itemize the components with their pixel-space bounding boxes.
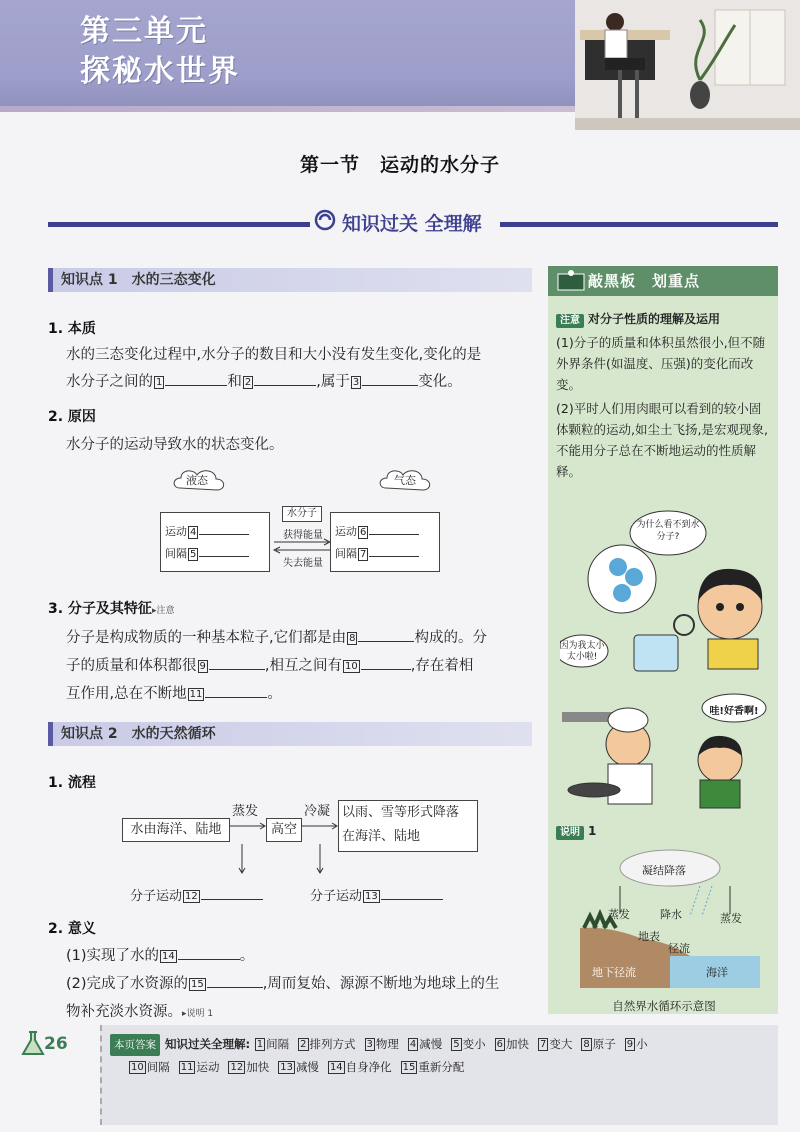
answer-item <box>297 1037 355 1051</box>
flow-box-sky: 高空 <box>266 818 302 842</box>
arrow-down-icon <box>316 844 324 874</box>
banner-illustration <box>575 0 800 130</box>
liquid-label: 液态 <box>186 474 208 487</box>
answer-text: 物理 <box>375 1037 399 1051</box>
cycle-surface-label: 地表 <box>638 930 660 943</box>
answer-row-1 <box>102 1025 778 1056</box>
answer-blank[interactable] <box>207 970 263 988</box>
kp2-s2-text: (1)实现了水的 14 。 (2)完成了水资源的 15 ,周而复始、源源不断地为地球上的生 物补充淡水资源。▸说明 1 <box>66 942 536 1028</box>
flow-box-source: 水由海洋、陆地 <box>122 818 230 842</box>
answer-blank[interactable] <box>199 523 249 535</box>
arrow-right-icon <box>272 538 332 546</box>
answer-number: 11 <box>180 1062 194 1073</box>
water-cycle-flow <box>122 800 482 910</box>
answer-text: 运动 <box>196 1060 220 1074</box>
sidebar-para-1: (1)分子的质量和体积虽然很小,但不随外界条件(如温度、压强)的变化而改变。 <box>556 335 766 392</box>
answer-tag: 本页答案 <box>110 1034 160 1056</box>
answer-row-1-items <box>254 1037 656 1051</box>
water-cycle-illustration <box>580 846 760 996</box>
speech-bubble-question: 为什么看不到水分子? <box>636 520 700 542</box>
answer-item <box>227 1060 269 1074</box>
answer-blank[interactable] <box>361 652 411 670</box>
cartoon-magnifier-boy <box>560 505 770 675</box>
answer-text: 变小 <box>462 1037 486 1051</box>
knowledge-point-1-header: 知识点 1 水的三态变化 <box>48 268 532 292</box>
blank-number: 3 <box>352 376 360 388</box>
cycle-ocean-label: 海洋 <box>706 966 728 979</box>
answer-blank[interactable] <box>201 882 263 900</box>
answer-item <box>277 1060 319 1074</box>
cycle-condense-label: 凝结降落 <box>642 864 686 877</box>
sidebar-note-heading: 注意 对分子性质的理解及运用 <box>556 310 720 328</box>
answer-number: 12 <box>230 1062 244 1073</box>
unit-title <box>80 12 240 92</box>
state-change-diagram <box>160 466 440 586</box>
cycle-underground-label: 地下径流 <box>592 966 636 979</box>
answer-item <box>407 1037 442 1051</box>
answer-blank[interactable] <box>369 523 419 535</box>
answer-text: 排列方式 <box>309 1037 356 1051</box>
speech-bubble-small: 因为我太小太小啦! <box>559 641 605 662</box>
answer-item <box>450 1037 485 1051</box>
answer-blank[interactable] <box>362 368 418 386</box>
answer-item <box>178 1060 220 1074</box>
answer-text: 变大 <box>549 1037 573 1051</box>
cycle-evap-left: 蒸发 <box>608 908 630 921</box>
answer-label: 知识过关全理解: <box>165 1037 251 1051</box>
flow-box-fall: 以雨、雪等形式降落 在海洋、陆地 <box>338 800 478 852</box>
molecule-label: 水分子 <box>282 506 322 522</box>
cycle-rain-label: 降水 <box>660 908 682 921</box>
blank-number: 2 <box>244 376 252 388</box>
answer-blank[interactable] <box>254 368 316 386</box>
answer-text: 加快 <box>506 1037 530 1051</box>
kp1-s3-text: 分子是构成物质的一种基本粒子,它们都是由 8 构成的。分 子的质量和体积都很 9 ,相互之间有 10 ,存在着相 互作用,总在不断地 11 。 <box>66 624 536 708</box>
kp1-s1-line2: 水分子之间的 1 和 2 ,属于 3 变化。 <box>66 368 536 395</box>
answer-number: 4 <box>409 1039 417 1050</box>
answer-blank[interactable] <box>358 624 414 642</box>
cycle-evap-right: 蒸发 <box>720 912 742 925</box>
evaporate-label: 蒸发 <box>232 804 259 819</box>
arrow-right-icon <box>230 822 266 830</box>
kp2-s1-title: 1. 流程 <box>48 775 96 791</box>
answer-number: 8 <box>583 1039 590 1050</box>
answer-item <box>327 1060 392 1074</box>
answer-blank[interactable] <box>205 680 267 698</box>
answer-item <box>364 1037 399 1051</box>
answer-text: 加快 <box>246 1060 270 1074</box>
answer-number: 2 <box>300 1039 307 1050</box>
answer-number: 1 <box>256 1039 264 1050</box>
unit-title-line1: 第三单元 <box>80 14 208 49</box>
molecule-motion-2: 分子运动 13 <box>310 882 443 904</box>
kp1-s1-line1: 水的三态变化过程中,水分子的数目和大小没有发生变化,变化的是 <box>66 347 482 363</box>
kp1-s1-text <box>66 342 536 395</box>
answer-text: 原子 <box>592 1037 616 1051</box>
flask-icon <box>20 1030 46 1056</box>
answer-item <box>254 1037 289 1051</box>
answer-number: 10 <box>131 1062 144 1073</box>
gain-energy-label: 获得能量 <box>283 530 323 541</box>
answer-item <box>128 1060 170 1074</box>
molecule-motion-1: 分子运动 12 <box>130 882 263 904</box>
answer-text: 减慢 <box>295 1060 319 1074</box>
answer-text: 小 <box>636 1037 648 1051</box>
answer-item <box>494 1037 529 1051</box>
sidebar-para-2: (2)平时人们用肉眼可以看到的较小固体颗粒的运动,如尘土飞扬,是宏观现象,不能用分子总在不断地运动的性质解释。 <box>556 401 768 479</box>
speech-bubble-smell: 哇!好香啊! <box>709 706 759 717</box>
knowledge-point-2-header: 知识点 2 水的天然循环 <box>48 722 532 746</box>
sidebar-header: 敲黑板 划重点 <box>548 266 778 296</box>
kp1-s3-title: 3. 分子及其特征▸注意 <box>48 601 175 617</box>
answer-text: 间隔 <box>146 1060 170 1074</box>
answer-number: 5 <box>453 1039 460 1050</box>
answer-item <box>400 1060 465 1074</box>
note-tag: 注意 <box>556 314 584 328</box>
answer-blank[interactable] <box>209 652 265 670</box>
water-cycle-caption: 自然界水循环示意图 <box>612 999 716 1013</box>
answer-item <box>580 1037 615 1051</box>
blank-number: 1 <box>156 376 163 388</box>
liquid-box: 运动 4 间隔 5 <box>160 512 270 572</box>
lose-energy-label: 失去能量 <box>283 558 323 569</box>
kp1-s1-title: 1. 本质 <box>48 321 96 337</box>
answer-blank[interactable] <box>381 882 443 900</box>
answer-text: 重新分配 <box>418 1060 465 1074</box>
answer-number: 3 <box>366 1039 373 1050</box>
answer-item <box>537 1037 572 1051</box>
page-number: 26 <box>44 1034 68 1054</box>
gas-label: 气态 <box>394 474 416 487</box>
answer-number: 14 <box>329 1062 343 1073</box>
answer-number: 7 <box>540 1039 547 1050</box>
unit-title-line2: 探秘水世界 <box>80 54 240 89</box>
note-label: 注意 <box>156 606 175 616</box>
answer-number: 13 <box>280 1062 293 1073</box>
knowledge-section-label: 知识过关 全理解 <box>342 212 482 235</box>
answer-panel <box>100 1025 778 1125</box>
sidebar-explanation-heading: 说明 1 <box>556 824 596 840</box>
swirl-icon <box>314 209 336 236</box>
arrow-down-icon <box>238 844 246 874</box>
answer-number: 15 <box>402 1062 416 1073</box>
kp1-s2-title: 2. 原因 <box>48 409 96 425</box>
answer-blank[interactable] <box>199 545 249 557</box>
answer-text: 减慢 <box>419 1037 443 1051</box>
arrow-right-icon <box>302 822 338 830</box>
condense-label: 冷凝 <box>304 804 331 819</box>
kp2-s2-title: 2. 意义 <box>48 921 96 937</box>
answer-row-2 <box>102 1056 778 1078</box>
answer-blank[interactable] <box>369 545 419 557</box>
section-title: 第一节 运动的水分子 <box>299 154 500 176</box>
chalkboard-icon <box>556 268 586 294</box>
knowledge-section-title <box>310 206 500 238</box>
explanation-tag: 说明 <box>556 826 584 840</box>
answer-number: 9 <box>626 1039 634 1050</box>
answer-item <box>624 1037 648 1051</box>
header-rule-left <box>48 222 310 227</box>
answer-number: 6 <box>496 1039 504 1050</box>
gas-box: 运动 6 间隔 7 <box>330 512 440 572</box>
answer-text: 间隔 <box>266 1037 290 1051</box>
header-rule-right <box>500 222 778 227</box>
arrow-left-icon <box>272 546 332 554</box>
cartoon-chef <box>560 690 770 810</box>
answer-blank[interactable] <box>178 942 240 960</box>
note-label: 说明 1 <box>186 1009 214 1019</box>
cycle-runoff-label: 径流 <box>668 942 690 955</box>
answer-blank[interactable] <box>165 368 227 386</box>
answer-text: 自身净化 <box>345 1060 392 1074</box>
kp1-s2-text: 水分子的运动导致水的状态变化。 <box>66 437 284 453</box>
